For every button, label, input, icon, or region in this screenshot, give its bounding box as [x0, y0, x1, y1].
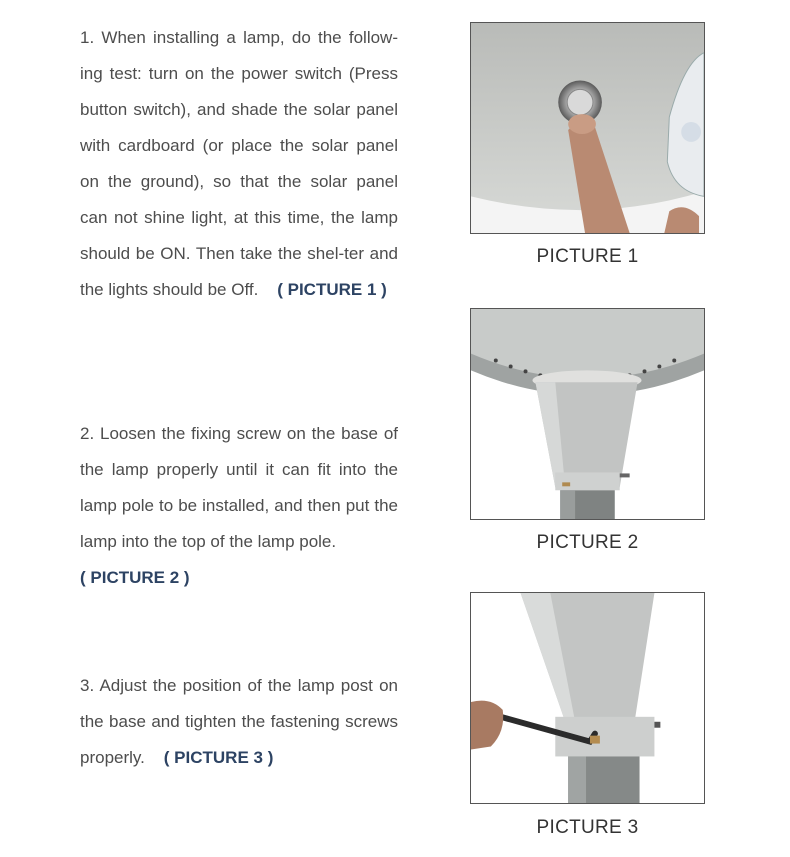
step-1-picture-ref: ( PICTURE 1 ) [277, 280, 387, 299]
step-3-text: 3. Adjust the position of the lamp post on the base and tighten the fastening screws properly. [80, 676, 398, 767]
step-1-text: 1. When installing a lamp, do the follow-ing test: turn on the power switch (Press button switch), and shade the solar panel with cardboard (or place the solar panel on the ground), so that the solar panel can not shine light, at this time, the lamp should be ON. Then take the shel-ter and the lights should be Off. [80, 28, 398, 299]
lamp-base-photo [470, 308, 705, 520]
step-1 [80, 20, 398, 308]
step-2-text: 2. Loosen the fixing screw on the base of the lamp properly until it can fit into the lamp pole to be installed, and then put the lamp into the top of the lamp pole. [80, 424, 398, 551]
allen-key-photo [470, 592, 705, 804]
step-3-picture-ref: ( PICTURE 3 ) [163, 748, 274, 767]
step-2 [80, 416, 398, 596]
power-switch-photo [470, 22, 705, 234]
step-2-picture-ref: ( PICTURE 2 ) [80, 568, 190, 587]
picture-1-caption: PICTURE 1 [536, 246, 639, 267]
picture-3-caption: PICTURE 3 [536, 817, 639, 838]
picture-2-caption: PICTURE 2 [536, 532, 639, 553]
step-3 [80, 668, 398, 776]
